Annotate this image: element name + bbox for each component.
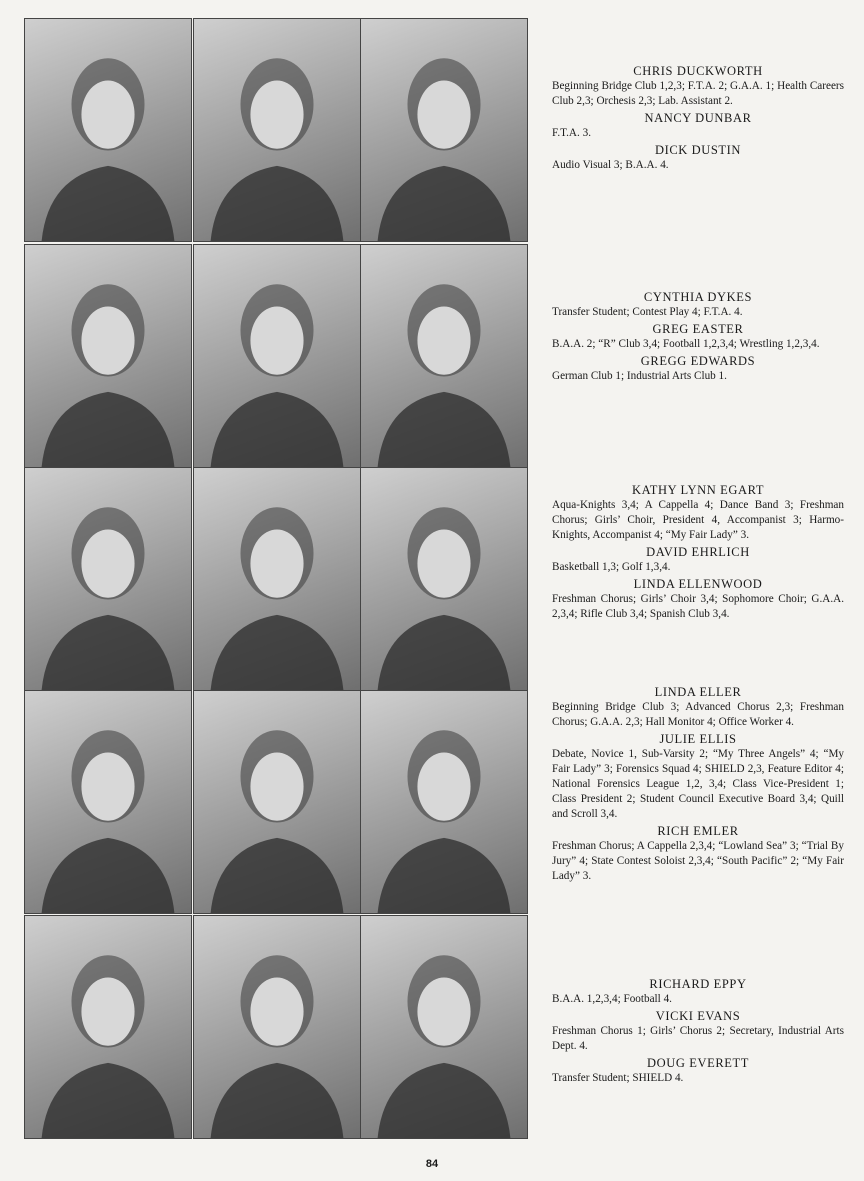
student-portrait (24, 18, 192, 242)
portrait-silhouette-icon (25, 19, 191, 241)
student-activities: Beginning Bridge Club 3; Advanced Chorus 2,3; Freshman Chorus; G.A.A. 2,3; Hall Monitor 4; Office Worker 4. (552, 701, 844, 728)
student-activities: Aqua-Knights 3,4; A Cappella 4; Dance Band 3; Freshman Chorus; Girls’ Choir, President 4, Accompanist 3; Harmo-Knights, Accompanist 4; “My Fair Lady” 3. (552, 499, 844, 541)
student-name: DAVID EHRLICH (646, 545, 750, 559)
student-name: CHRIS DUCKWORTH (633, 64, 763, 78)
student-name: NANCY DUNBAR (644, 111, 752, 125)
student-name: KATHY LYNN EGART (631, 483, 765, 497)
portrait-silhouette-icon (194, 691, 360, 913)
student-entry (552, 577, 844, 622)
portrait-silhouette-icon (361, 916, 527, 1138)
student-activities: Freshman Chorus; Girls’ Choir 3,4; Sophomore Choir; G.A.A. 2,3,4; Rifle Club 3,4; Spanish Club 3,4. (552, 593, 844, 620)
student-entry (552, 354, 844, 384)
student-portrait (360, 467, 528, 691)
portrait-silhouette-icon (361, 19, 527, 241)
student-name: VICKI EVANS (655, 1009, 741, 1023)
portrait-silhouette-icon (194, 19, 360, 241)
student-info-block (552, 64, 844, 175)
student-activities: B.A.A. 2; “R” Club 3,4; Football 1,2,3,4; Wrestling 1,2,3,4. (552, 338, 820, 350)
student-entry (552, 64, 844, 109)
student-entry (552, 977, 844, 1007)
portrait-silhouette-icon (361, 691, 527, 913)
student-entry (552, 824, 844, 884)
student-name: LINDA ELLENWOOD (633, 577, 763, 591)
student-entry (552, 483, 844, 543)
student-portrait (360, 18, 528, 242)
student-activities: Transfer Student; Contest Play 4; F.T.A. 4. (552, 306, 743, 318)
student-activities: Transfer Student; SHIELD 4. (552, 1072, 684, 1084)
student-portrait (24, 690, 192, 914)
student-portrait (24, 915, 192, 1139)
portrait-silhouette-icon (25, 468, 191, 690)
student-activities: Debate, Novice 1, Sub-Varsity 2; “My Three Angels” 4; “My Fair Lady” 3; Forensics Squad 4; SHIELD 2,3, Feature Editor 4; National Forensics League 1,2, 3,4; Class Vice-President 1; Class President 2; Student Council Executive Board 3,4; Quill and Scroll 3,4. (552, 748, 844, 820)
portrait-silhouette-icon (25, 691, 191, 913)
student-portrait (24, 467, 192, 691)
student-portrait (193, 467, 361, 691)
portrait-silhouette-icon (361, 468, 527, 690)
student-name: JULIE ELLIS (659, 732, 737, 746)
portrait-silhouette-icon (194, 916, 360, 1138)
student-portrait (193, 18, 361, 242)
portrait-silhouette-icon (194, 245, 360, 467)
student-activities: German Club 1; Industrial Arts Club 1. (552, 370, 727, 382)
student-entry (552, 290, 844, 320)
student-name: RICH EMLER (657, 824, 739, 838)
student-entry (552, 732, 844, 822)
student-activities: Beginning Bridge Club 1,2,3; F.T.A. 2; G.A.A. 1; Health Careers Club 2,3; Orchesis 2,3; Lab. Assistant 2. (552, 80, 844, 107)
student-portrait (193, 690, 361, 914)
student-portrait (24, 244, 192, 468)
student-activities: Audio Visual 3; B.A.A. 4. (552, 159, 669, 171)
student-entry (552, 1056, 844, 1086)
portrait-silhouette-icon (194, 468, 360, 690)
student-info-block (552, 977, 844, 1088)
student-portrait (193, 244, 361, 468)
student-name: RICHARD EPPY (649, 977, 747, 991)
student-portrait (360, 690, 528, 914)
portrait-silhouette-icon (361, 245, 527, 467)
student-activities: Basketball 1,3; Golf 1,3,4. (552, 561, 671, 573)
student-entry (552, 322, 844, 352)
portrait-silhouette-icon (25, 245, 191, 467)
student-portrait (360, 244, 528, 468)
student-name: GREG EASTER (652, 322, 744, 336)
student-name: DOUG EVERETT (647, 1056, 749, 1070)
student-activities: Freshman Chorus 1; Girls’ Chorus 2; Secretary, Industrial Arts Dept. 4. (552, 1025, 844, 1052)
student-name: LINDA ELLER (654, 685, 742, 699)
page-number: 84 (425, 1158, 439, 1170)
portrait-silhouette-icon (25, 916, 191, 1138)
student-entry (552, 685, 844, 730)
student-info-block (552, 290, 844, 386)
student-name: GREGG EDWARDS (640, 354, 756, 368)
student-entry (552, 111, 844, 141)
student-activities: Freshman Chorus; A Cappella 2,3,4; “Lowland Sea” 3; “Trial By Jury” 4; State Contest Soloist 2,3,4; “South Pacific” 2; “My Fair Lady” 3. (552, 840, 844, 882)
student-name: CYNTHIA DYKES (643, 290, 753, 304)
student-portrait (360, 915, 528, 1139)
student-entry (552, 1009, 844, 1054)
student-info-block (552, 685, 844, 886)
student-info-block (552, 483, 844, 624)
student-entry (552, 143, 844, 173)
student-activities: B.A.A. 1,2,3,4; Football 4. (552, 993, 672, 1005)
student-portrait (193, 915, 361, 1139)
student-activities: F.T.A. 3. (552, 127, 591, 139)
student-name: DICK DUSTIN (654, 143, 742, 157)
student-entry (552, 545, 844, 575)
